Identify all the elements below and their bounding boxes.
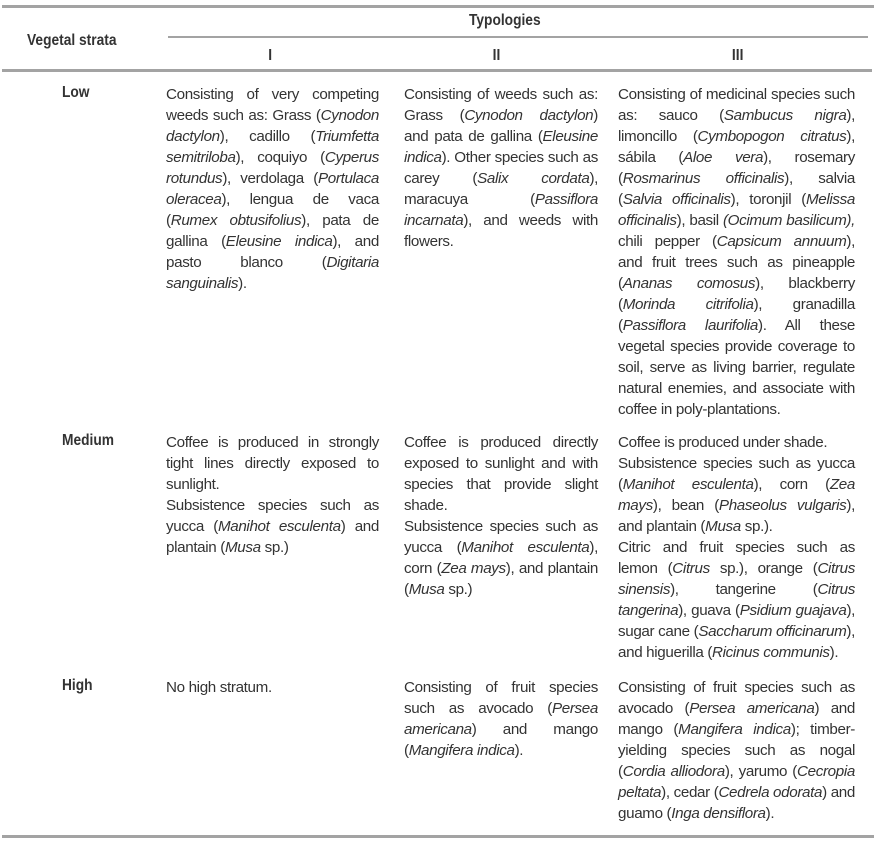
scientific-name: Musa: [408, 581, 445, 598]
cell-paragraph: [404, 84, 598, 252]
cell-text: ), corn (: [753, 476, 830, 493]
scientific-name: Psidium guajava: [739, 602, 847, 619]
cell-paragraph: [404, 432, 598, 516]
scientific-name: Eleusine indica: [404, 128, 598, 166]
cell-text: ).: [829, 644, 839, 661]
scientific-name: Citrus sinensis: [618, 560, 855, 598]
scientific-name: Ananas comosus: [622, 275, 756, 292]
scientific-name: Persea americana: [689, 700, 815, 717]
cell-text: ) and guamo (: [618, 784, 855, 822]
stratum-label: Medium: [62, 432, 114, 449]
cell-text: ).: [765, 805, 775, 822]
scientific-name: Musa: [705, 518, 741, 535]
scientific-name: Salix cordata: [477, 170, 590, 187]
cell-text: ), and pasto blanco (: [166, 233, 379, 271]
cell-paragraph: [166, 84, 379, 294]
cell-text: Coffee is produced directly exposed to sunlight and with species that provide slight shade.: [404, 434, 598, 514]
scientific-name: Phaseolus vulgaris: [718, 497, 847, 514]
cell-text: ), cedar (: [661, 784, 719, 801]
cell-text: Consisting of very competing weeds such as: Grass (: [166, 86, 379, 124]
header-bottom-rule: [2, 69, 872, 72]
cell-text: ), blackberry (: [618, 275, 855, 313]
cell-text: ), and fruit trees such as pineapple (: [618, 233, 855, 292]
cell-text: ), and plantain (: [404, 560, 598, 598]
cell-text: chili pepper (: [618, 233, 717, 250]
scientific-name: Persea americana: [404, 700, 598, 738]
scientific-name: Passiflora incarnata: [404, 191, 598, 229]
header-vegetal-strata: Vegetal strata: [27, 32, 117, 49]
stratum-label: High: [62, 677, 93, 694]
cell-medium-iii: [618, 432, 855, 663]
cell-text: ), sugar cane (: [618, 602, 856, 640]
cell-text: ), verdolaga (: [222, 170, 318, 187]
cell-text: Consisting of weeds such as: Grass (: [404, 86, 598, 124]
scientific-name: Manihot esculenta: [217, 518, 341, 535]
scientific-name: Manihot esculenta: [622, 476, 754, 493]
cell-text: ), and plantain (: [618, 497, 855, 535]
cell-text: ) and pata de gallina (: [404, 107, 598, 145]
cell-text: ), limoncillo (: [618, 107, 855, 145]
cell-high-iii: [618, 677, 855, 824]
cell-text: ).: [514, 742, 524, 759]
header-typologies: Typologies: [469, 12, 541, 29]
scientific-name: Melissa officinalis: [618, 191, 856, 229]
cell-medium-ii: [404, 432, 598, 600]
scientific-name: Mangifera indica: [408, 742, 515, 759]
cell-text: Coffee is produced in strongly tight lines directly exposed to sunlight.: [166, 434, 379, 493]
header-typology-ii: II: [492, 47, 501, 64]
cell-text: No high stratum.: [166, 679, 272, 696]
cell-text: ), granadilla (: [618, 296, 855, 334]
scientific-name: Zea mays: [441, 560, 506, 577]
cell-text: ).: [238, 275, 247, 292]
cell-text: ). All these vegetal species provide coverage to soil, serve as living barrier, regulate natural enemies, and associate with coffee in poly-plantations.: [618, 317, 855, 418]
cell-text: ). Other species such as carey (: [404, 149, 598, 187]
cell-text: ), guava (: [678, 602, 740, 619]
scientific-name: Inga densiflora: [671, 805, 766, 822]
scientific-name: Triumfetta semitriloba: [166, 128, 379, 166]
scientific-name: Saccharum officinarum: [698, 623, 847, 640]
scientific-name: Rosmarinus officinalis: [622, 170, 785, 187]
cell-paragraph: [618, 537, 855, 663]
cell-paragraph: [166, 432, 379, 495]
stratum-label: Low: [62, 84, 90, 101]
cell-text: ), rosemary (: [618, 149, 855, 187]
cell-paragraph: [166, 495, 379, 558]
cell-text: ), tangerine (: [670, 581, 818, 598]
scientific-name: Citrus tangerina: [618, 581, 855, 619]
scientific-name: Musa: [224, 539, 261, 556]
table-top-rule: [2, 5, 874, 8]
cell-low-ii: [404, 84, 598, 252]
scientific-name: Capsicum annuum: [716, 233, 847, 250]
cell-paragraph: [618, 677, 855, 824]
scientific-name: Digitaria sanguinalis: [166, 254, 379, 292]
cell-paragraph: [618, 453, 855, 537]
cell-text: ) and mango (: [618, 700, 855, 738]
scientific-name: Ricinus communis: [712, 644, 830, 661]
cell-text: Consisting of fruit species such as avocado (: [404, 679, 598, 717]
cell-text: sp.): [444, 581, 473, 598]
scientific-name: Cedrela odorata: [718, 784, 823, 801]
cell-paragraph: [404, 677, 598, 761]
scientific-name: Portulaca oleracea: [166, 170, 379, 208]
scientific-name: Aloe vera: [683, 149, 764, 166]
cell-text: Subsistence species such as yucca (: [166, 497, 379, 535]
header-typology-i: I: [268, 47, 273, 64]
cell-text: sp.): [260, 539, 289, 556]
cell-text: ), pata de gallina (: [166, 212, 379, 250]
scientific-name: Cynodon dactylon: [464, 107, 594, 124]
header-typology-iii: III: [731, 47, 744, 64]
cell-low-iii: [618, 84, 855, 420]
cell-text: ), lengua de vaca (: [166, 191, 379, 229]
scientific-name: Manihot esculenta: [461, 539, 590, 556]
scientific-name: Mangifera indica: [678, 721, 791, 738]
cell-text: ), salvia (: [618, 170, 855, 208]
cell-text: ), coquiyo (: [235, 149, 325, 166]
scientific-name: Sambucus nigra: [723, 107, 847, 124]
cell-text: ), and higuerilla (: [618, 623, 855, 661]
cell-text: Citric and fruit species such as lemon (: [618, 539, 855, 577]
cell-text: ), corn (: [404, 539, 598, 577]
scientific-name: Cordia alliodora: [622, 763, 725, 780]
cell-medium-i: [166, 432, 379, 558]
cell-text: ), sábila (: [618, 128, 855, 166]
cell-paragraph: [166, 677, 379, 698]
cell-text: ); timber-yielding species such as nogal (: [618, 721, 855, 780]
cell-text: ), cadillo (: [219, 128, 316, 145]
scientific-name: Eleusine indica: [225, 233, 333, 250]
cell-paragraph: [618, 84, 855, 420]
scientific-name: Salvia officinalis: [622, 191, 731, 208]
cell-text: Consisting of fruit species such as avocado (: [618, 679, 855, 717]
cell-text: sp.).: [740, 518, 773, 535]
cell-text: ), yarumo (: [724, 763, 798, 780]
scientific-name: Cymbopogon citratus: [697, 128, 847, 145]
scientific-name: Zea mays: [618, 476, 855, 514]
cell-text: Coffee is produced under shade.: [618, 434, 828, 451]
cell-text: ), bean (: [652, 497, 719, 514]
cell-low-i: [166, 84, 379, 294]
scientific-name: Rumex obtusifolius: [170, 212, 302, 229]
scientific-name: Cecropia peltata: [618, 763, 855, 801]
scientific-name: (Ocimum basilicum),: [722, 212, 855, 229]
cell-high-ii: [404, 677, 598, 761]
cell-text: ), maracuya (: [404, 170, 599, 208]
cell-text: Subsistence species such as yucca (: [404, 518, 598, 556]
cell-text: Subsistence species such as yucca (: [618, 455, 855, 493]
scientific-name: Cyperus rotundus: [166, 149, 379, 187]
cell-text: ), basil: [676, 212, 723, 229]
cell-text: sp.), orange (: [709, 560, 818, 577]
cell-paragraph: [618, 432, 855, 453]
scientific-name: Morinda citrifolia: [622, 296, 754, 313]
table-bottom-rule: [2, 835, 874, 838]
cell-text: Consisting of medicinal species such as: sauco (: [618, 86, 855, 124]
cell-text: ), toronjil (: [730, 191, 806, 208]
cell-text: ) and plantain (: [166, 518, 379, 556]
scientific-name: Passiflora laurifolia: [622, 317, 758, 334]
scientific-name: Cynodon dactylon: [166, 107, 379, 145]
typologies-header-rule: [168, 36, 868, 38]
cell-high-i: [166, 677, 379, 698]
scientific-name: Citrus: [672, 560, 710, 577]
cell-paragraph: [404, 516, 598, 600]
cell-text: ) and mango (: [404, 721, 598, 759]
cell-text: ), and weeds with flowers.: [404, 212, 598, 250]
